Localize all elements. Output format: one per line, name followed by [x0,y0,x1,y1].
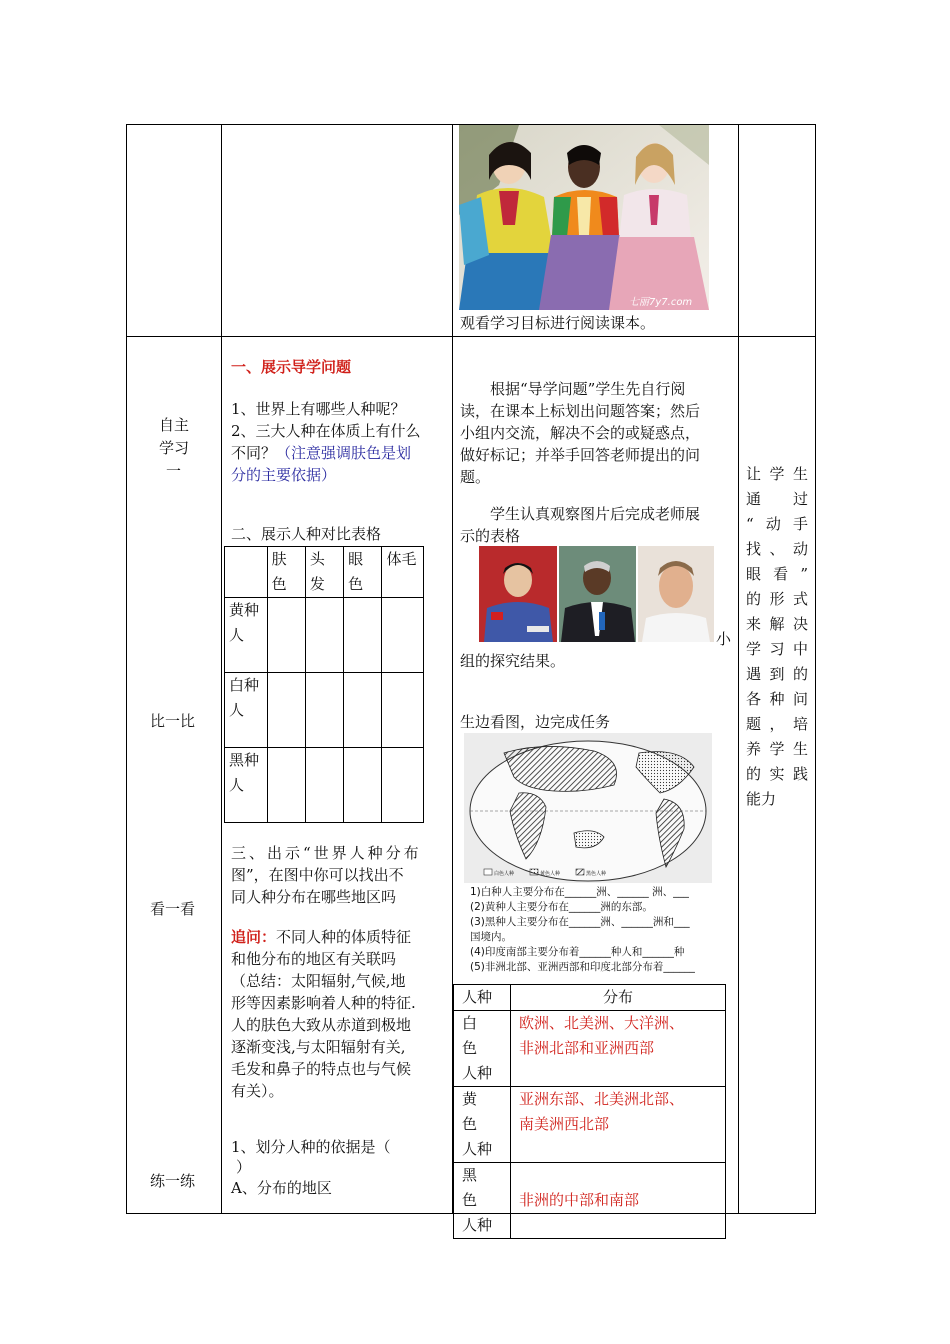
intent-line: 的实践 [746,765,808,783]
header-body-hair: 体毛 [382,547,424,598]
cell[interactable] [344,748,382,823]
astronaut-illustration [479,546,557,642]
row-label-white: 白种人 [225,673,268,748]
summary-a: （总结：太阳辐射,气候,地 [231,972,406,990]
section1-title: 一、展示导学问题 [231,358,352,376]
map-question-2: (2)黄种人主要分布在______洲的东部。 [470,901,653,913]
cell[interactable] [382,673,424,748]
three-women-photo [459,125,709,310]
student-p3: 生边看图，边完成任务 [460,713,611,731]
table-row [454,1087,726,1163]
cell[interactable] [305,748,343,823]
table-row [225,748,424,823]
dist-header-row [454,985,726,1011]
dist-race-yellow: 黄 色 人种 [454,1087,511,1163]
dist-area-black: 非洲的中部和南部 [511,1163,726,1239]
table-header-row [225,547,424,598]
student-p1-d: 做好标记；并举手回答老师提出的问 [460,446,701,464]
photo-watermark: 七丽7y7.com [629,297,693,308]
world-map-illustration [464,733,712,883]
student-p2-d: 组的探究结果。 [460,652,566,670]
label-self-study-1: 自主 [159,416,190,434]
label-self-study-2: 学习 [159,439,190,457]
summary-e: 毛发和鼻子的特点也与气候 [231,1060,412,1078]
dist-race-black: 黑 色 人种 [454,1163,511,1239]
map-question-4: (4)印度南部主要分布着______种人和______种 [470,946,685,958]
cell[interactable] [382,598,424,673]
student-p1-a: 根据“导学问题”学生先自行阅 [490,380,686,398]
intent-line: 来解决 [746,615,808,633]
intent-line: 的形式 [746,590,808,608]
question-2a: 2、三大人种在体质上有什么 [231,422,421,440]
map-question-1: 1)白种人主要分布在______洲、______ 洲、___ [470,886,689,898]
followup-a [231,926,411,948]
summary-d: 逐渐变浅,与太阳辐射有关, [231,1038,406,1056]
label-self-study-3: 一 [166,462,182,480]
dist-area-yellow: 亚洲东部、北美洲北部、 南美洲西北部 [511,1087,726,1163]
summary-b: 形等因素影响着人种的特征. [231,994,416,1012]
followup-text: 不同人种的体质特征 [276,928,412,946]
intent-line: 各种问 [746,690,808,708]
section3-c: 同人种分布在哪些地区吗 [231,888,397,906]
cell[interactable] [305,673,343,748]
intent-line: 通 过 [746,490,808,508]
label-compare: 比一比 [150,712,196,730]
section3-a: 三、出示“世界人种分布 [231,844,422,862]
question-2-note: （注意强调肤色是划 [276,444,412,462]
intent-line: 遇到的 [746,665,808,683]
row-divider [126,336,816,337]
legend-white: 白色人种 [494,871,515,877]
legend-yellow: 黄色人种 [540,871,561,877]
label-practice: 练一练 [150,1172,196,1190]
row-label-yellow: 黄种人 [225,598,268,673]
portrait-annan [559,546,636,642]
dist-area-white: 欧洲、北美洲、大洋洲、 非洲北部和亚洲西部 [511,1011,726,1087]
table-row [454,1163,726,1239]
cell[interactable] [267,598,305,673]
col-line-1 [221,124,222,1214]
student-p2-b: 示的表格 [460,527,521,545]
label-look: 看一看 [150,900,196,918]
intent-line: 眼看” [746,565,808,583]
question-2b [231,442,411,464]
dist-header-area: 分布 [511,985,726,1011]
race-comparison-table [224,546,424,823]
question-2-note-b: 分的主要依据） [231,466,337,484]
intent-line: 找、动 [746,540,808,558]
three-women-illustration [459,125,709,310]
cell[interactable] [344,673,382,748]
dist-header-race: 人种 [454,985,511,1011]
world-race-map [464,733,712,883]
table-row [225,598,424,673]
beckham-illustration [638,546,714,642]
design-intent [746,462,808,812]
summary-f: 有关）。 [231,1082,284,1100]
header-eye: 眼色 [344,547,382,598]
row-label-black: 黑种人 [225,748,268,823]
student-p1-e: 题。 [460,468,491,486]
portrait-beckham [638,546,714,642]
intent-line: 能力 [746,790,777,808]
dist-race-white: 白 色 人种 [454,1011,511,1087]
summary-c: 人的肤色大致从赤道到极地 [231,1016,412,1034]
cell[interactable] [305,598,343,673]
top-right-caption: 观看学习目标进行阅读课本。 [460,314,656,332]
section3-b: 图”，在图中你可以找出不 [231,866,404,884]
exercise-1-b: ） [236,1158,252,1176]
table-corner [225,547,268,598]
header-hair: 头发 [305,547,343,598]
table-row [454,1011,726,1087]
legend-black: 黑色人种 [586,871,607,877]
followup-label: 追问： [231,928,277,946]
intent-line: 养学生 [746,740,808,758]
exercise-1-option-a: A、分布的地区 [231,1179,332,1197]
col-line-4 [815,124,816,1214]
map-question-3: (3)黑种人主要分布在______洲、______洲和___ [470,916,690,928]
intent-line: “动手 [746,515,808,533]
exercise-1-a: 1、划分人种的依据是（ [231,1138,391,1156]
cell[interactable] [267,673,305,748]
question-2b-text: 不同？ [231,444,277,462]
table-row [225,673,424,748]
student-p1-c: 小组内交流，解决不会的或疑惑点， [460,424,701,442]
followup-b: 和他分布的地区有关联吗 [231,950,397,968]
student-p1-b: 读，在课本上标划出问题答案；然后 [460,402,701,420]
race-distribution-table [453,984,726,1239]
student-p2-a: 学生认真观察图片后完成老师展 [490,505,701,523]
col-line-0 [126,124,127,1214]
question-1: 1、世界上有哪些人种呢？ [231,400,406,418]
cell[interactable] [267,748,305,823]
map-question-3b: 国境内。 [470,931,512,943]
intent-line: 让学生 [746,465,808,483]
portrait-astronaut [479,546,557,642]
cell[interactable] [382,748,424,823]
intent-line: 学习中 [746,640,808,658]
student-p2-c: 小 [716,630,732,648]
cell[interactable] [344,598,382,673]
intent-line: 题，培 [746,715,808,733]
map-question-5: (5)非洲北部、亚洲西部和印度北部分布着______ [470,961,695,973]
header-skin: 肤色 [267,547,305,598]
col-line-3 [738,124,739,1214]
section2-title: 二、展示人种对比表格 [231,525,382,543]
annan-illustration [559,546,636,642]
